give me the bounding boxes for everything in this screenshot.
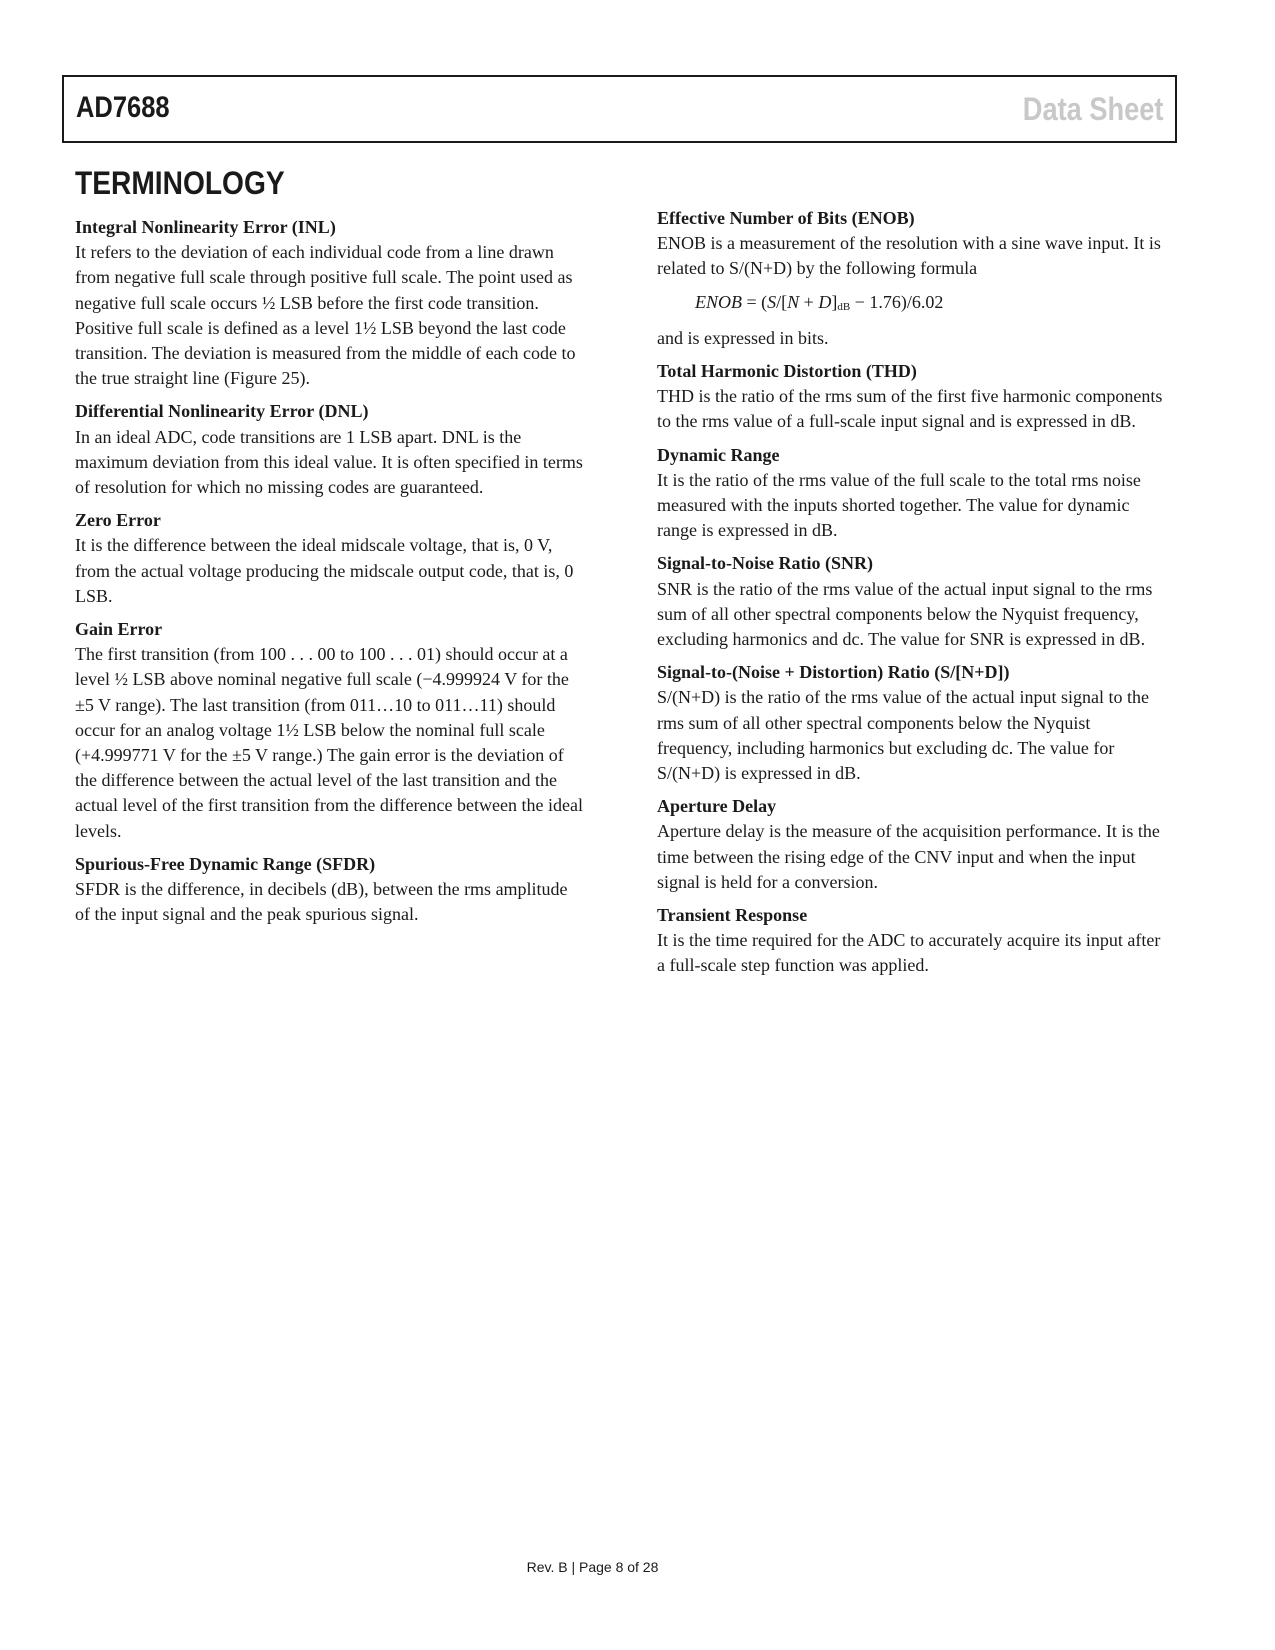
formula-part: = ( xyxy=(742,291,768,312)
formula-part: ] xyxy=(831,291,838,312)
term-title: Differential Nonlinearity Error (DNL) xyxy=(75,401,369,422)
term-sinad xyxy=(657,660,1167,786)
term-sfdr xyxy=(75,852,585,928)
formula-part: /[ xyxy=(776,291,788,312)
formula-part: + xyxy=(799,291,819,312)
term-title: Signal-to-Noise Ratio (SNR) xyxy=(657,553,873,574)
term-zero-error xyxy=(75,508,585,609)
term-body: Aperture delay is the measure of the acquisition performance. It is the time between the rising edge of the CNV input and when the input signal is held for a conversion. xyxy=(657,821,1160,892)
term-thd xyxy=(657,359,1167,435)
term-body: It is the difference between the ideal midscale voltage, that is, 0 V, from the actual voltage producing the midscale output code, that is, 0 LSB. xyxy=(75,535,574,606)
term-body: It refers to the deviation of each individual code from a line drawn from negative full scale through positive full scale. The point used as negative full scale occurs ½ LSB before the first code transition. Positive full scale is defined as a level 1½ LSB beyond the last code transition. The deviation is measured from the middle of each code to the true straight line (Figure 25). xyxy=(75,242,576,389)
term-title: Effective Number of Bits (ENOB) xyxy=(657,208,915,228)
formula-n: N xyxy=(787,291,800,312)
term-title: Transient Response xyxy=(657,905,808,926)
term-transient-response xyxy=(657,903,1167,979)
term-body-after-formula: and is expressed in bits. xyxy=(657,327,829,348)
term-body: ENOB is a measurement of the resolution with a sine wave input. It is related to S/(N+D) by the following formula xyxy=(657,233,1161,279)
term-title: Aperture Delay xyxy=(657,796,777,817)
part-number: AD7688 xyxy=(76,91,170,124)
right-column xyxy=(657,206,1167,987)
page-footer xyxy=(0,1559,1275,1575)
term-aperture-delay xyxy=(657,794,1167,895)
term-enob xyxy=(657,206,1167,351)
term-title: Total Harmonic Distortion (THD) xyxy=(657,361,917,382)
term-title: Signal-to-(Noise + Distortion) Ratio (S/[N+D]) xyxy=(657,662,1010,683)
term-body: It is the time required for the ADC to accurately acquire its input after a full-scale step function was applied. xyxy=(657,930,1161,976)
section-title: TERMINOLOGY xyxy=(75,165,285,201)
left-column xyxy=(75,215,585,935)
formula-s: S xyxy=(767,291,777,312)
footer-page-number: Rev. B | Page 8 of 28 xyxy=(526,1559,659,1575)
formula-part: − 1.76)/6.02 xyxy=(850,291,944,312)
term-body: It is the ratio of the rms value of the full scale to the total rms noise measured with the inputs shorted together. The value for dynamic range is expressed in dB. xyxy=(657,469,1141,541)
term-body: The first transition (from 100 . . . 00 to 100 . . . 01) should occur at a level ½ LSB above nominal negative full scale (−4.999924 V for the ±5 V range). The last transition (from 011…10 to 011…11) should occur for an analog voltage 1½ LSB below the nominal full scale (+4.999771 V for the ±5 V range.) The gain error is the deviation of the difference between the actual level of the last transition and the actual level of the first transition from the difference between the ideal levels. xyxy=(75,644,583,841)
formula-subscript: dB xyxy=(837,300,851,313)
term-dynamic-range xyxy=(657,443,1167,544)
term-inl xyxy=(75,215,585,391)
formula-d: D xyxy=(818,291,832,312)
term-body: SNR is the ratio of the rms value of the actual input signal to the rms sum of all other spectral components below the Nyquist frequency, excluding harmonics and dc. The value for SNR is expressed in dB. xyxy=(657,578,1153,650)
term-title: Dynamic Range xyxy=(657,444,780,465)
term-body: In an ideal ADC, code transitions are 1 LSB apart. DNL is the maximum deviation from this ideal value. It is often specified in terms of resolution for which no missing codes are guaranteed. xyxy=(75,426,583,498)
term-gain-error xyxy=(75,617,585,844)
enob-formula xyxy=(695,290,1167,318)
formula-enob: ENOB xyxy=(695,291,742,312)
term-title: Gain Error xyxy=(75,619,163,640)
term-body: S/(N+D) is the ratio of the rms value of the actual input signal to the rms sum of all other spectral components below the Nyquist frequency, including harmonics but excluding dc. The value for S/(N+D) is expressed in dB. xyxy=(657,687,1150,784)
term-body: SFDR is the difference, in decibels (dB), between the rms amplitude of the input signal and the peak spurious signal. xyxy=(75,879,568,925)
term-dnl xyxy=(75,399,585,500)
term-title: Spurious-Free Dynamic Range (SFDR) xyxy=(75,853,376,874)
term-title: Zero Error xyxy=(75,510,161,531)
term-body: THD is the ratio of the rms sum of the first five harmonic components to the rms value of a full-scale input signal and is expressed in dB. xyxy=(657,386,1163,432)
term-snr xyxy=(657,551,1167,652)
document-type: Data Sheet xyxy=(1022,91,1163,127)
page-header xyxy=(62,75,1177,143)
term-title: Integral Nonlinearity Error (INL) xyxy=(75,217,336,237)
